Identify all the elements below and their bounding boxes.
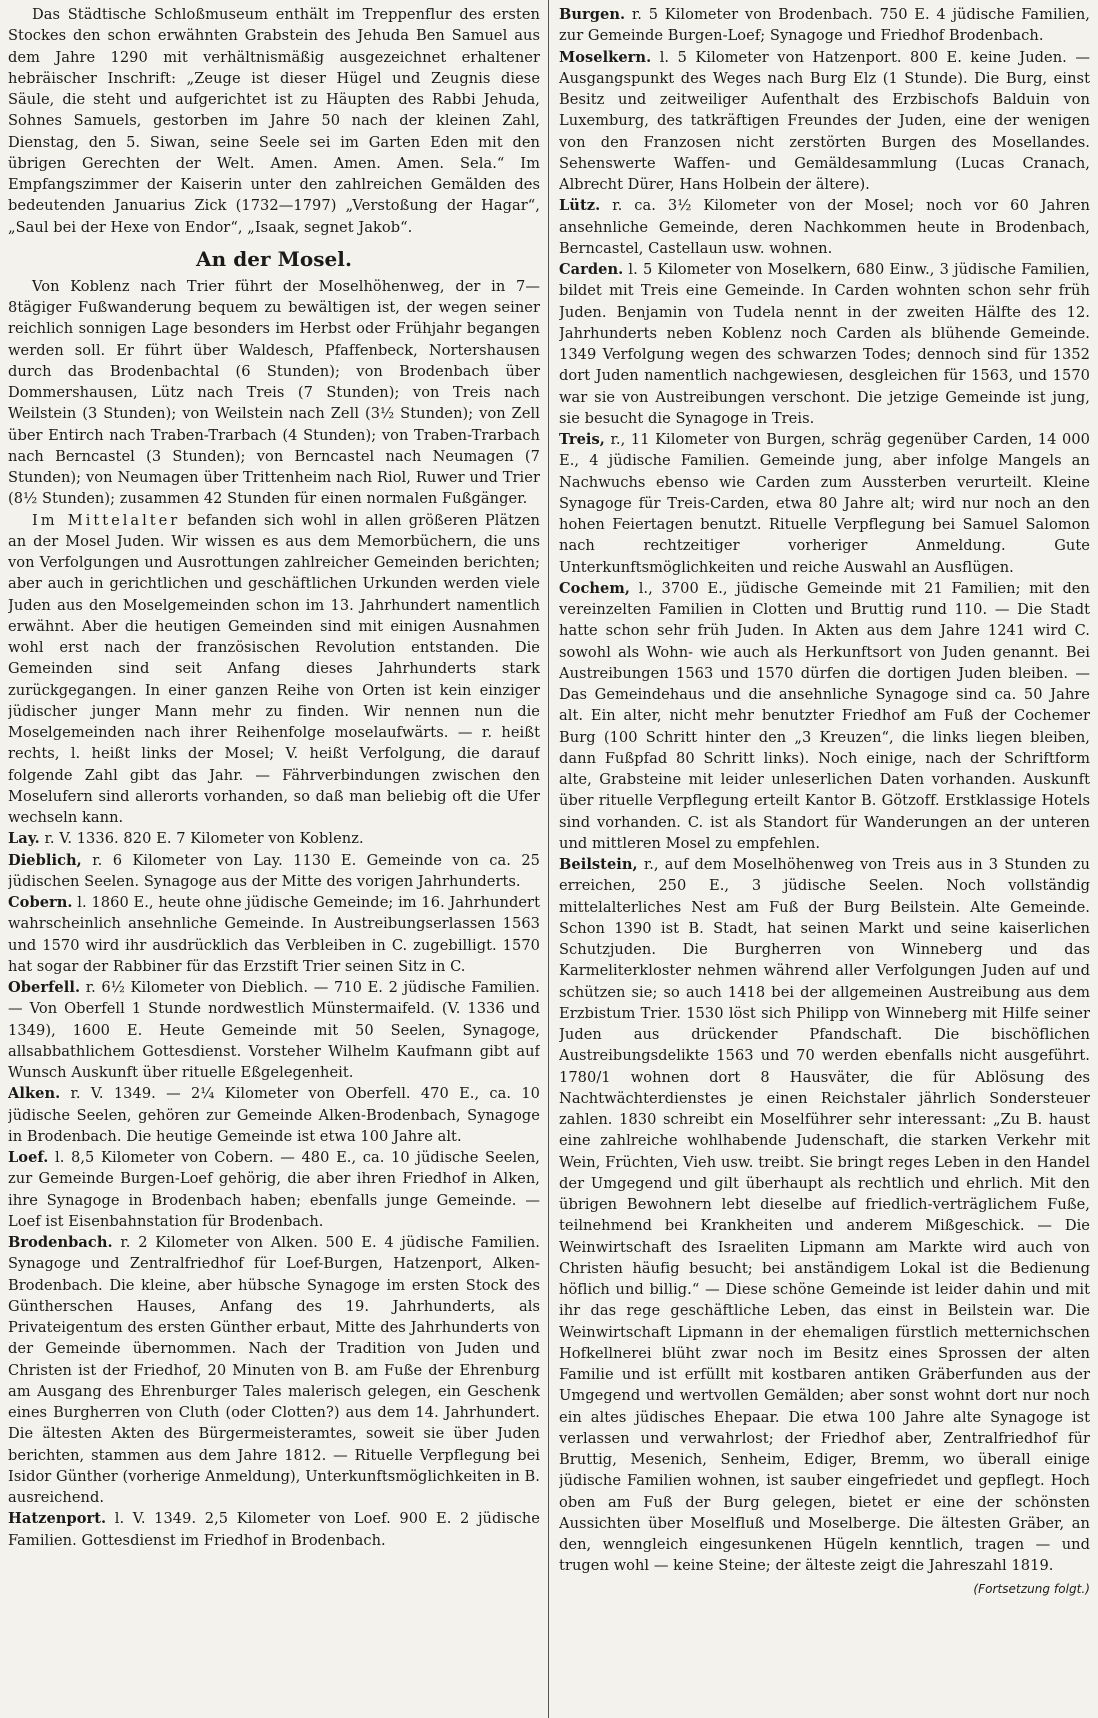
place-entry (8, 1508, 540, 1551)
place-entry (559, 195, 1090, 259)
place-entry (8, 1147, 540, 1232)
route-paragraph: Von Koblenz nach Trier führt der Moselhöhenweg, der in 7—8tägiger Fußwanderung bequem zu bewältigen ist, der wegen seiner reichlich sonnigen Lage besonders im Herbst oder Frühjahr begangen werden soll. Er führt über Waldesch, Pfaffenbeck, Nortershausen durch das Brodenbachtal (6 Stunden); von Brodenbach über Dommershausen, Lütz nach Treis (7 Stunden); von Treis nach Weilstein (3 Stunden); von Weilstein nach Zell (3½ Stunden); von Zell über Entirch nach Traben-Trarbach (4 Stunden); von Traben-Trarbach nach Berncastel (3 Stunden); von Berncastel nach Neumagen (7 Stunden); von Neumagen über Trittenheim nach Riol, Ruwer und Trier (8½ Stunden); zusammen 42 Stunden für einen normalen Fußgänger. (8, 277, 540, 508)
place-description: r. 6 Kilometer von Lay. 1130 E. Gemeinde von ca. 25 jüdischen Seelen. Synagoge aus der Mitte des vorigen Jahrhunderts. (8, 851, 540, 890)
place-entry (8, 977, 540, 1083)
place-description: r. V. 1349. — 2¼ Kilometer von Oberfell. 470 E., ca. 10 jüdische Seelen, gehören zur Gemeinde Alken-Brodenbach, Synagoge in Brodenbach. Die heutige Gemeinde ist etwa 100 Jahre alt. (8, 1085, 540, 1145)
place-name: Beilstein, (559, 856, 638, 873)
place-entry (559, 429, 1090, 578)
place-name: Treis, (559, 431, 605, 448)
place-entry (559, 578, 1090, 854)
place-description: r., 11 Kilometer von Burgen, schräg gegenüber Carden, 14 000 E., 4 jüdische Familien. Gemeinde jung, aber infolge Mangels an Nachwuchs ebenso wie Carden zum Aussterben verurteilt. Kleine Synagoge für Treis-Carden, etwa 80 Jahre alt; wird nur noch an den hohen Feiertagen benutzt. Rituelle Verpflegung bei Samuel Salomon nach rechtzeitiger vorheriger Anmeldung. Gute Unterkunftsmöglichkeiten und reiche Auswahl an Ausflügen. (559, 431, 1090, 576)
place-name: Oberfell. (8, 979, 81, 996)
place-description: l. 5 Kilometer von Hatzenport. 800 E. keine Juden. — Ausgangspunkt des Weges nach Burg Elz (1 Stunde). Die Burg, einst Besitz und zeitweiliger Aufenthalt des Erzbischofs Balduin von Luxemburg, des tatkräftigen Freundes der Juden, eine der wenigen von den Franzosen nicht zerstörten Burgen des Mosellandes. Sehenswerte Waffen- und Gemäldesammlung (Lucas Cranach, Albrecht Dürer, Hans Holbein der ältere). (559, 48, 1090, 193)
place-description: r. ca. 3½ Kilometer von der Mosel; noch vor 60 Jahren ansehnliche Gemeinde, deren Nachkommen heute in Brodenbach, Berncastel, Castellaun usw. wohnen. (559, 197, 1090, 257)
column-divider (548, 0, 549, 1718)
place-name: Alken. (8, 1085, 61, 1103)
left-entries (8, 828, 540, 1551)
place-description: r., auf dem Moselhöhenweg von Treis aus in 3 Stunden zu erreichen, 250 E., 3 jüdische Seelen. Noch vollständig mittelalterliches Nest am Fuß der Burg Beilstein. Alte Gemeinde. Schon 1390 ist B. Stadt, hat seinen Markt und seine kaiserlichen Schutzjuden. Die Burgherren von Winneberg und das Karmeliterkloster nehmen während aller Verfolgungen Juden auf und schützen sie; so auch 1418 bei der allgemeinen Austreibung aus dem Erzbistum Trier. 1530 löst sich Philipp von Winneberg mit Hilfe seiner Juden aus drückender Pfandschaft. Die bischöflichen Austreibungsdelikte 1563 und 70 werden ebenfalls nicht ausgeführt. 1780/1 wohnen dort 8 Hausväter, die für Ablösung des Nachtwächterdienstes je einen Reichstaler jährlich Sondersteuer zahlen. 1830 schreibt ein Moselführer sehr interessant: „Zu B. haust eine zahlreiche wohlhabende Judenschaft, die starken Verkehr mit Wein, Früchten, Vieh usw. treibt. Sie bringt reges Leben in den Handel der Umgegend und gilt überhaupt als rechtlich und ehrlich. Mit den übrigen Bewohnern lebt dieselbe auf friedlich-verträglichem Fuße, teilnehmend bei Krankheiten und anderem Mißgeschick. — Die Weinwirtschaft des Israeliten Lipmann am Markte wird auch von Christen häufig besucht; bei anständigem Lokal ist die Bedienung höflich und billig.“ — Diese schöne Gemeinde ist leider dahin und mit ihr das rege geschäftliche Leben, das einst in Beilstein war. Die Weinwirtschaft Lipmann in der ehemaligen fürstlich metternichschen Hofkellnerei blüht zwar noch im Besitz eines Sprossen der alten Familie und ist erfüllt mit kostbaren antiken Gräberfunden aus der Umgegend und wertvollen Gemälden; aber sonst wohnt dort nur noch ein altes jüdisches Ehepaar. Die etwa 100 Jahre alte Synagoge ist verlassen und verwahrlost; der Friedhof aber, Zentralfriedhof für Bruttig, Mesenich, Senheim, Ediger, Bremm, wo überall einige jüdische Familien wohnen, ist sauber eingefriedet und gepflegt. Hoch oben am Fuß der Burg gelegen, bietet er eine der schönsten Aussichten über Moselfluß und Moselberge. Die ältesten Gräber, an den, wenngleich eingesunkenen Hügeln kenntlich, tragen — und trugen wohl — keine Steine; der älteste zeigt die Jahreszahl 1819. (559, 856, 1090, 1575)
place-description: r. 2 Kilometer von Alken. 500 E. 4 jüdische Familien. Synagoge und Zentralfriedhof für Loef-Burgen, Hatzenport, Alken-Brodenbach. Die kleine, aber hübsche Synagoge im ersten Stock des Güntherschen Hauses, Anfang des 19. Jahrhunderts, als Privateigentum des ersten Günther erbaut, Mitte des Jahrhunderts von der Gemeinde übernommen. Nach der Tradition von Juden und Christen ist der Friedhof, 20 Minuten von B. am Fuße der Ehrenburg am Ausgang des Ehrenburger Tales malerisch gelegen, ein Geschenk eines Burgherren von Cluth (oder Clotten?) aus dem 14. Jahrhundert. Die ältesten Akten des Bürgermeisteramtes, soweit sie über Juden berichten, stammen aus dem Jahre 1812. — Rituelle Verpflegung bei Isidor Günther (vorherige Anmeldung), Unterkunftsmöglichkeiten in B. ausreichend. (8, 1234, 540, 1506)
place-name: Dieblich, (8, 851, 82, 869)
place-description: l. V. 1349. 2,5 Kilometer von Loef. 900 E. 2 jüdische Familien. Gottesdienst im Friedhof in Brodenbach. (8, 1510, 540, 1549)
place-name: Lütz. (559, 197, 601, 215)
place-name: Lay. (8, 830, 40, 848)
place-name: Burgen. (559, 6, 626, 23)
intro-paragraph: Das Städtische Schloßmuseum enthält im Treppenflur des ersten Stockes den schon erwähnten Grabstein des Jehuda Ben Samuel aus dem Jahre 1290 mit verhältnismäßig ausgezeichnet erhaltener hebräischer Inschrift: „Zeuge ist dieser Hügel und Zeugnis diese Säule, die steht und aufgerichtet ist zu Häupten des Rabbi Jehuda, Sohnes Samuels, gestorben im Jahre 50 nach der kleinen Zahl, Dienstag, den 5. Siwan, seine Seele sei im Garten Eden mit den übrigen Gerechten der Welt. Amen. Amen. Amen. Sela.“ Im Empfangszimmer der Kaiserin unter den zahlreichen Gemälden des bedeutenden Januarius Zick (1732—1797) „Verstoßung der Hagar“, „Saul bei der Hexe von Endor“, „Isaak, segnet Jakob“. (8, 6, 540, 236)
continued-note: (Fortsetzung folgt.) (973, 1581, 1090, 1596)
history-lead: Im Mittelalter (32, 511, 181, 529)
place-entry (559, 4, 1090, 47)
place-name: Hatzenport. (8, 1510, 107, 1528)
place-name: Loef. (8, 1149, 49, 1166)
place-entry (559, 47, 1090, 196)
place-name: Cobern. (8, 894, 73, 911)
place-description: r. V. 1336. 820 E. 7 Kilometer von Koblenz. (39, 830, 364, 848)
place-description: r. 5 Kilometer von Brodenbach. 750 E. 4 jüdische Familien, zur Gemeinde Burgen-Loef; Synagoge und Friedhof Brodenbach. (559, 6, 1090, 45)
section-heading: An der Mosel. (196, 246, 352, 271)
place-entry (8, 1232, 540, 1508)
place-entry (559, 854, 1090, 1577)
place-entry (8, 1083, 540, 1147)
history-text: befanden sich wohl in allen größeren Plätzen an der Mosel Juden. Wir wissen es aus dem Memorbüchern, die uns von Verfolgungen und Ausrottungen zahlreicher Gemeinden berichten; aber auch in gerichtlichen und geschäftlichen Urkunden werden viele Juden aus den Moselgemeinden schon im 13. Jahrhundert namentlich erwähnt. Aber die heutigen Gemeinden sind mit einigen Ausnahmen wohl erst nach der französischen Revolution entstanden. Die Gemeinden sind seit Anfang dieses Jahrhunderts stark zurückgegangen. In einer ganzen Reihe von Orten ist kein einziger jüdischer junger Mann mehr zu finden. Wir nennen nun die Moselgemeinden nach ihrer Reihenfolge moselaufwärts. — r. heißt rechts, l. heißt links der Mosel; V. heißt Verfolgung, die darauf folgende Zahl gibt das Jahr. — Fährverbindungen zwischen den Moselufern sind allerorts vorhanden, so daß man beliebig oft die Ufer wechseln kann. (8, 511, 540, 826)
place-entry (8, 892, 540, 977)
place-name: Brodenbach. (8, 1234, 113, 1251)
history-paragraph (8, 510, 540, 829)
place-description: l. 5 Kilometer von Moselkern, 680 Einw., 3 jüdische Familien, bildet mit Treis eine Gemeinde. In Carden wohnten schon sehr früh Juden. Benjamin von Tudela nennt in der zweiten Hälfte des 12. Jahrhunderts neben Koblenz noch Carden als blühende Gemeinde. 1349 Verfolgung wegen des schwarzen Todes; dennoch sind für 1352 dort Juden namentlich nachgewiesen, desgleichen für 1563, und 1570 war sie von Austreibungen verschont. Die jetzige Gemeinde ist jung, sie besucht die Synagoge in Treis. (559, 261, 1090, 427)
place-description: l. 1860 E., heute ohne jüdische Gemeinde; im 16. Jahrhundert wahrscheinlich ansehnliche Gemeinde. In Austreibungserlassen 1563 und 1570 wird ihr ausdrücklich das Verbleiben in C. zugebilligt. 1570 hat sogar der Rabbiner für das Erzstift Trier seinen Sitz in C. (8, 894, 540, 975)
place-entry (559, 259, 1090, 429)
place-entry (8, 828, 540, 849)
left-column (8, 4, 540, 1718)
place-name: Carden. (559, 261, 624, 278)
place-description: l. 8,5 Kilometer von Cobern. — 480 E., ca. 10 jüdische Seelen, zur Gemeinde Burgen-Loef gehörig, die aber ihren Friedhof in Alken, ihre Synagoge in Brodenbach haben; ebenfalls junge Gemeinde. — Loef ist Eisenbahnstation für Brodenbach. (8, 1149, 540, 1230)
place-name: Cochem, (559, 579, 631, 597)
place-name: Moselkern. (559, 48, 652, 66)
place-description: l., 3700 E., jüdische Gemeinde mit 21 Familien; mit den vereinzelten Familien in Clotten und Bruttig rund 110. — Die Stadt hatte schon sehr früh Juden. In Akten aus dem Jahre 1241 wird C. sowohl als Wohn- wie auch als Herkunftsort von Juden genannt. Bei Austreibungen 1563 und 1570 dürfen die dortigen Juden bleiben. — Das Gemeindehaus und die ansehnliche Synagoge sind ca. 50 Jahre alt. Ein alter, nicht mehr benutzter Friedhof am Fuß der Cochemer Burg (100 Schritt hinter den „3 Kreuzen“, die links liegen bleiben, dann Fußpfad 80 Schritt links). Noch einige, nach der Schriftform alte, Grabsteine mit leider unleserlichen Daten vorhanden. Auskunft über rituelle Verpflegung erteilt Kantor B. Götzoff. Erstklassige Hotels sind vorhanden. C. ist als Standort für Wanderungen an der unteren und mittleren Mosel zu empfehlen. (559, 579, 1090, 852)
place-description: r. 6½ Kilometer von Dieblich. — 710 E. 2 jüdische Familien. — Von Oberfell 1 Stunde nordwestlich Münstermaifeld. (V. 1336 und 1349), 1600 E. Heute Gemeinde mit 50 Seelen, Synagoge, allsabbathlichem Gottesdienst. Vorsteher Wilhelm Kaufmann gibt auf Wunsch Auskunft über rituelle Eßgelegenheit. (8, 979, 540, 1081)
right-entries (559, 4, 1090, 1577)
place-entry (8, 850, 540, 893)
right-column (559, 4, 1090, 1718)
